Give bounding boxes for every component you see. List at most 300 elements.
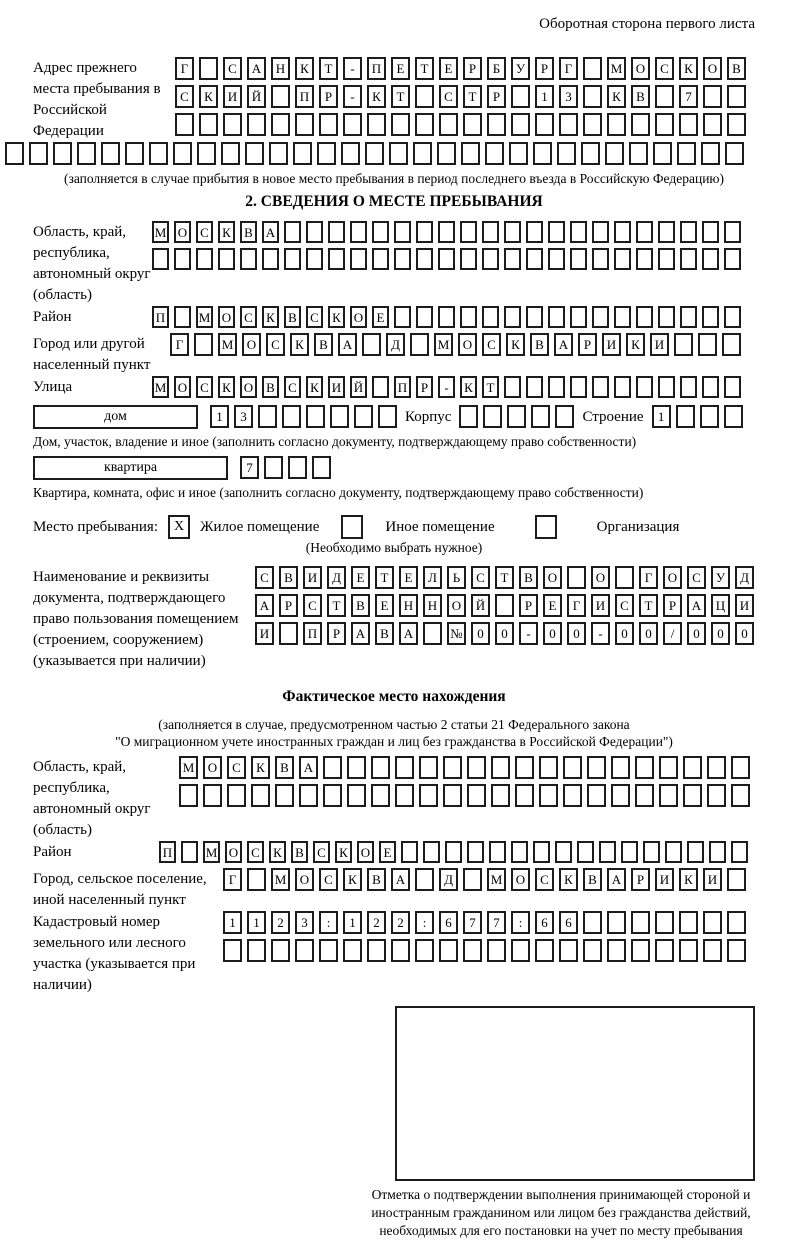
char-cell[interactable] [394, 248, 411, 270]
char-cell[interactable] [354, 405, 373, 428]
char-cell[interactable] [416, 248, 433, 270]
char-cell[interactable]: К [367, 85, 386, 108]
char-cell[interactable] [709, 841, 726, 863]
char-cell[interactable] [703, 113, 722, 136]
char-cell[interactable] [247, 939, 266, 962]
char-cell[interactable]: М [271, 868, 290, 891]
char-cell[interactable] [570, 306, 587, 328]
char-cell[interactable] [391, 113, 410, 136]
char-cell[interactable] [724, 405, 743, 428]
char-cell[interactable]: Т [319, 57, 338, 80]
char-cell[interactable]: Н [399, 594, 418, 617]
char-cell[interactable] [507, 405, 526, 428]
char-cell[interactable]: О [174, 221, 191, 243]
char-cell[interactable] [401, 841, 418, 863]
char-cell[interactable]: Д [386, 333, 405, 356]
char-cell[interactable]: О [357, 841, 374, 863]
char-cell[interactable] [317, 142, 336, 165]
char-cell[interactable] [227, 784, 246, 807]
char-cell[interactable]: Р [463, 57, 482, 80]
char-cell[interactable]: К [343, 868, 362, 891]
char-cell[interactable]: М [152, 221, 169, 243]
char-cell[interactable]: А [255, 594, 274, 617]
char-cell[interactable] [643, 841, 660, 863]
char-cell[interactable]: Р [319, 85, 338, 108]
char-cell[interactable] [683, 784, 702, 807]
char-cell[interactable] [391, 939, 410, 962]
char-cell[interactable] [295, 939, 314, 962]
char-cell[interactable] [702, 306, 719, 328]
char-cell[interactable] [218, 248, 235, 270]
char-cell[interactable]: В [583, 868, 602, 891]
char-cell[interactable]: Е [375, 594, 394, 617]
char-cell[interactable]: 0 [615, 622, 634, 645]
char-cell[interactable]: М [203, 841, 220, 863]
char-cell[interactable]: В [314, 333, 333, 356]
char-cell[interactable] [467, 756, 486, 779]
char-cell[interactable] [467, 784, 486, 807]
char-cell[interactable]: 1 [223, 911, 242, 934]
char-cell[interactable] [174, 248, 191, 270]
char-cell[interactable]: 1 [247, 911, 266, 934]
char-cell[interactable]: О [225, 841, 242, 863]
char-cell[interactable] [262, 248, 279, 270]
char-cell[interactable] [614, 306, 631, 328]
char-cell[interactable] [482, 306, 499, 328]
char-cell[interactable]: В [275, 756, 294, 779]
char-cell[interactable] [174, 306, 191, 328]
char-cell[interactable]: У [711, 566, 730, 589]
char-cell[interactable] [328, 248, 345, 270]
char-cell[interactable]: А [399, 622, 418, 645]
char-cell[interactable]: Ь [447, 566, 466, 589]
char-cell[interactable] [548, 376, 565, 398]
char-cell[interactable] [607, 939, 626, 962]
char-cell[interactable] [443, 784, 462, 807]
char-cell[interactable] [676, 405, 695, 428]
char-cell[interactable] [679, 939, 698, 962]
char-cell[interactable] [463, 113, 482, 136]
char-cell[interactable]: Д [735, 566, 754, 589]
char-cell[interactable] [413, 142, 432, 165]
checkbox-organizatsiya[interactable] [535, 515, 557, 539]
char-cell[interactable] [445, 841, 462, 863]
char-cell[interactable] [665, 841, 682, 863]
char-cell[interactable] [293, 142, 312, 165]
char-cell[interactable] [615, 566, 634, 589]
char-cell[interactable]: К [306, 376, 323, 398]
char-cell[interactable] [605, 142, 624, 165]
char-cell[interactable] [555, 405, 574, 428]
char-cell[interactable] [607, 911, 626, 934]
char-cell[interactable] [698, 333, 717, 356]
char-cell[interactable]: Т [463, 85, 482, 108]
char-cell[interactable] [362, 333, 381, 356]
char-cell[interactable] [674, 333, 693, 356]
char-cell[interactable] [548, 221, 565, 243]
char-cell[interactable] [223, 939, 242, 962]
char-cell[interactable] [372, 248, 389, 270]
char-cell[interactable]: : [415, 911, 434, 934]
char-cell[interactable] [509, 142, 528, 165]
char-cell[interactable]: 6 [559, 911, 578, 934]
char-cell[interactable] [487, 113, 506, 136]
char-cell[interactable] [460, 221, 477, 243]
char-cell[interactable]: 0 [567, 622, 586, 645]
char-cell[interactable] [631, 911, 650, 934]
char-cell[interactable] [658, 248, 675, 270]
char-cell[interactable]: В [375, 622, 394, 645]
char-cell[interactable] [410, 333, 429, 356]
char-cell[interactable] [367, 939, 386, 962]
char-cell[interactable] [658, 221, 675, 243]
char-cell[interactable] [271, 113, 290, 136]
char-cell[interactable] [559, 113, 578, 136]
char-cell[interactable] [485, 142, 504, 165]
char-cell[interactable]: Р [663, 594, 682, 617]
char-cell[interactable]: Т [375, 566, 394, 589]
char-cell[interactable]: Е [399, 566, 418, 589]
char-cell[interactable]: В [262, 376, 279, 398]
char-cell[interactable] [659, 784, 678, 807]
char-cell[interactable]: О [458, 333, 477, 356]
char-cell[interactable] [415, 939, 434, 962]
char-cell[interactable] [258, 405, 277, 428]
char-cell[interactable] [125, 142, 144, 165]
char-cell[interactable] [658, 306, 675, 328]
char-cell[interactable]: М [607, 57, 626, 80]
char-cell[interactable]: К [506, 333, 525, 356]
char-cell[interactable]: В [367, 868, 386, 891]
char-cell[interactable]: Е [439, 57, 458, 80]
char-cell[interactable]: : [511, 911, 530, 934]
char-cell[interactable]: К [335, 841, 352, 863]
char-cell[interactable]: С [266, 333, 285, 356]
char-cell[interactable]: 1 [652, 405, 671, 428]
char-cell[interactable] [416, 306, 433, 328]
char-cell[interactable] [395, 756, 414, 779]
char-cell[interactable]: В [727, 57, 746, 80]
char-cell[interactable]: О [218, 306, 235, 328]
char-cell[interactable]: И [655, 868, 674, 891]
char-cell[interactable]: Р [519, 594, 538, 617]
char-cell[interactable] [727, 85, 746, 108]
char-cell[interactable]: 0 [687, 622, 706, 645]
char-cell[interactable] [515, 784, 534, 807]
char-cell[interactable] [587, 784, 606, 807]
char-cell[interactable] [279, 622, 298, 645]
char-cell[interactable] [482, 248, 499, 270]
char-cell[interactable]: О [295, 868, 314, 891]
char-cell[interactable] [702, 221, 719, 243]
char-cell[interactable] [77, 142, 96, 165]
char-cell[interactable] [439, 113, 458, 136]
char-cell[interactable] [330, 405, 349, 428]
char-cell[interactable]: О [242, 333, 261, 356]
char-cell[interactable] [724, 306, 741, 328]
char-cell[interactable] [199, 57, 218, 80]
char-cell[interactable]: 6 [439, 911, 458, 934]
char-cell[interactable]: С [247, 841, 264, 863]
char-cell[interactable] [707, 784, 726, 807]
char-cell[interactable] [197, 142, 216, 165]
char-cell[interactable] [702, 376, 719, 398]
char-cell[interactable] [194, 333, 213, 356]
char-cell[interactable] [438, 248, 455, 270]
char-cell[interactable] [371, 756, 390, 779]
char-cell[interactable]: 0 [711, 622, 730, 645]
char-cell[interactable] [347, 784, 366, 807]
char-cell[interactable] [504, 221, 521, 243]
char-cell[interactable]: № [447, 622, 466, 645]
char-cell[interactable]: С [240, 306, 257, 328]
char-cell[interactable] [700, 405, 719, 428]
char-cell[interactable] [677, 142, 696, 165]
char-cell[interactable]: 3 [559, 85, 578, 108]
char-cell[interactable]: 2 [367, 911, 386, 934]
char-cell[interactable] [611, 784, 630, 807]
char-cell[interactable]: К [251, 756, 270, 779]
char-cell[interactable]: А [607, 868, 626, 891]
char-cell[interactable]: Г [175, 57, 194, 80]
char-cell[interactable] [592, 221, 609, 243]
char-cell[interactable] [533, 841, 550, 863]
char-cell[interactable] [53, 142, 72, 165]
char-cell[interactable]: 0 [543, 622, 562, 645]
char-cell[interactable] [587, 756, 606, 779]
char-cell[interactable] [347, 756, 366, 779]
char-cell[interactable]: П [367, 57, 386, 80]
char-cell[interactable] [511, 85, 530, 108]
char-cell[interactable]: Н [271, 57, 290, 80]
house-type-box[interactable]: дом [33, 405, 198, 429]
char-cell[interactable]: 6 [535, 911, 554, 934]
char-cell[interactable] [491, 784, 510, 807]
char-cell[interactable] [655, 85, 674, 108]
char-cell[interactable] [592, 376, 609, 398]
char-cell[interactable] [557, 142, 576, 165]
char-cell[interactable] [199, 113, 218, 136]
char-cell[interactable]: Е [351, 566, 370, 589]
char-cell[interactable] [636, 306, 653, 328]
char-cell[interactable] [247, 868, 266, 891]
char-cell[interactable]: С [655, 57, 674, 80]
char-cell[interactable] [655, 939, 674, 962]
char-cell[interactable] [378, 405, 397, 428]
char-cell[interactable]: С [255, 566, 274, 589]
char-cell[interactable] [504, 248, 521, 270]
char-cell[interactable] [559, 939, 578, 962]
char-cell[interactable] [635, 784, 654, 807]
char-cell[interactable]: С [175, 85, 194, 108]
char-cell[interactable]: М [218, 333, 237, 356]
char-cell[interactable]: 1 [535, 85, 554, 108]
char-cell[interactable] [701, 142, 720, 165]
char-cell[interactable] [731, 841, 748, 863]
char-cell[interactable]: А [351, 622, 370, 645]
char-cell[interactable] [724, 248, 741, 270]
char-cell[interactable] [223, 113, 242, 136]
char-cell[interactable] [727, 911, 746, 934]
char-cell[interactable] [437, 142, 456, 165]
char-cell[interactable]: К [269, 841, 286, 863]
char-cell[interactable]: И [328, 376, 345, 398]
char-cell[interactable] [415, 868, 434, 891]
char-cell[interactable] [372, 221, 389, 243]
char-cell[interactable] [703, 911, 722, 934]
char-cell[interactable]: П [159, 841, 176, 863]
char-cell[interactable]: К [679, 868, 698, 891]
char-cell[interactable] [655, 113, 674, 136]
char-cell[interactable]: К [199, 85, 218, 108]
char-cell[interactable]: А [299, 756, 318, 779]
char-cell[interactable]: К [262, 306, 279, 328]
checkbox-zhiloe-pomeshchenie[interactable]: X [168, 515, 190, 539]
char-cell[interactable]: - [438, 376, 455, 398]
char-cell[interactable] [731, 756, 750, 779]
char-cell[interactable] [614, 376, 631, 398]
char-cell[interactable] [460, 248, 477, 270]
char-cell[interactable] [535, 939, 554, 962]
char-cell[interactable] [196, 248, 213, 270]
char-cell[interactable]: О [543, 566, 562, 589]
char-cell[interactable] [247, 113, 266, 136]
char-cell[interactable] [577, 841, 594, 863]
char-cell[interactable] [680, 306, 697, 328]
char-cell[interactable] [563, 784, 582, 807]
char-cell[interactable] [271, 85, 290, 108]
char-cell[interactable] [173, 142, 192, 165]
char-cell[interactable] [703, 939, 722, 962]
char-cell[interactable]: Р [487, 85, 506, 108]
char-cell[interactable]: А [338, 333, 357, 356]
char-cell[interactable] [175, 113, 194, 136]
char-cell[interactable]: Т [391, 85, 410, 108]
char-cell[interactable]: Р [416, 376, 433, 398]
char-cell[interactable] [631, 939, 650, 962]
char-cell[interactable]: 1 [210, 405, 229, 428]
char-cell[interactable]: Й [471, 594, 490, 617]
char-cell[interactable]: Д [439, 868, 458, 891]
char-cell[interactable] [731, 784, 750, 807]
char-cell[interactable] [535, 113, 554, 136]
char-cell[interactable] [365, 142, 384, 165]
char-cell[interactable] [727, 113, 746, 136]
char-cell[interactable] [482, 221, 499, 243]
char-cell[interactable] [323, 756, 342, 779]
char-cell[interactable] [583, 113, 602, 136]
char-cell[interactable]: С [482, 333, 501, 356]
char-cell[interactable] [727, 939, 746, 962]
char-cell[interactable] [460, 306, 477, 328]
char-cell[interactable] [680, 248, 697, 270]
char-cell[interactable] [563, 756, 582, 779]
char-cell[interactable] [343, 113, 362, 136]
char-cell[interactable]: Е [379, 841, 396, 863]
char-cell[interactable]: С [196, 376, 213, 398]
char-cell[interactable]: П [303, 622, 322, 645]
char-cell[interactable] [655, 911, 674, 934]
char-cell[interactable]: А [554, 333, 573, 356]
char-cell[interactable]: А [687, 594, 706, 617]
char-cell[interactable] [526, 221, 543, 243]
char-cell[interactable]: И [303, 566, 322, 589]
char-cell[interactable] [306, 221, 323, 243]
char-cell[interactable] [394, 221, 411, 243]
char-cell[interactable] [722, 333, 741, 356]
char-cell[interactable] [635, 756, 654, 779]
char-cell[interactable] [581, 142, 600, 165]
char-cell[interactable] [394, 306, 411, 328]
char-cell[interactable] [221, 142, 240, 165]
char-cell[interactable]: О [511, 868, 530, 891]
char-cell[interactable]: - [343, 85, 362, 108]
char-cell[interactable]: - [591, 622, 610, 645]
char-cell[interactable] [515, 756, 534, 779]
char-cell[interactable]: К [559, 868, 578, 891]
char-cell[interactable]: И [602, 333, 621, 356]
char-cell[interactable]: С [284, 376, 301, 398]
char-cell[interactable] [489, 841, 506, 863]
char-cell[interactable] [636, 376, 653, 398]
char-cell[interactable] [306, 248, 323, 270]
char-cell[interactable]: Т [639, 594, 658, 617]
char-cell[interactable]: Р [535, 57, 554, 80]
char-cell[interactable]: О [350, 306, 367, 328]
char-cell[interactable] [319, 113, 338, 136]
char-cell[interactable]: М [487, 868, 506, 891]
char-cell[interactable]: С [306, 306, 323, 328]
char-cell[interactable] [439, 939, 458, 962]
char-cell[interactable]: П [152, 306, 169, 328]
char-cell[interactable]: / [663, 622, 682, 645]
char-cell[interactable] [703, 85, 722, 108]
char-cell[interactable]: К [679, 57, 698, 80]
char-cell[interactable]: В [291, 841, 308, 863]
char-cell[interactable] [548, 248, 565, 270]
char-cell[interactable]: 7 [679, 85, 698, 108]
char-cell[interactable]: К [328, 306, 345, 328]
char-cell[interactable]: П [295, 85, 314, 108]
char-cell[interactable] [240, 248, 257, 270]
char-cell[interactable] [245, 142, 264, 165]
char-cell[interactable] [459, 405, 478, 428]
char-cell[interactable] [504, 376, 521, 398]
char-cell[interactable] [570, 248, 587, 270]
char-cell[interactable]: С [223, 57, 242, 80]
char-cell[interactable] [592, 248, 609, 270]
char-cell[interactable] [511, 939, 530, 962]
char-cell[interactable] [152, 248, 169, 270]
char-cell[interactable]: М [434, 333, 453, 356]
char-cell[interactable] [288, 456, 307, 479]
char-cell[interactable] [724, 221, 741, 243]
char-cell[interactable] [419, 756, 438, 779]
char-cell[interactable] [438, 306, 455, 328]
char-cell[interactable]: В [530, 333, 549, 356]
char-cell[interactable] [341, 142, 360, 165]
char-cell[interactable]: К [460, 376, 477, 398]
char-cell[interactable]: Ц [711, 594, 730, 617]
char-cell[interactable] [269, 142, 288, 165]
char-cell[interactable] [592, 306, 609, 328]
char-cell[interactable]: Е [543, 594, 562, 617]
char-cell[interactable] [416, 221, 433, 243]
char-cell[interactable]: 7 [240, 456, 259, 479]
char-cell[interactable] [583, 85, 602, 108]
char-cell[interactable]: И [591, 594, 610, 617]
char-cell[interactable]: В [631, 85, 650, 108]
